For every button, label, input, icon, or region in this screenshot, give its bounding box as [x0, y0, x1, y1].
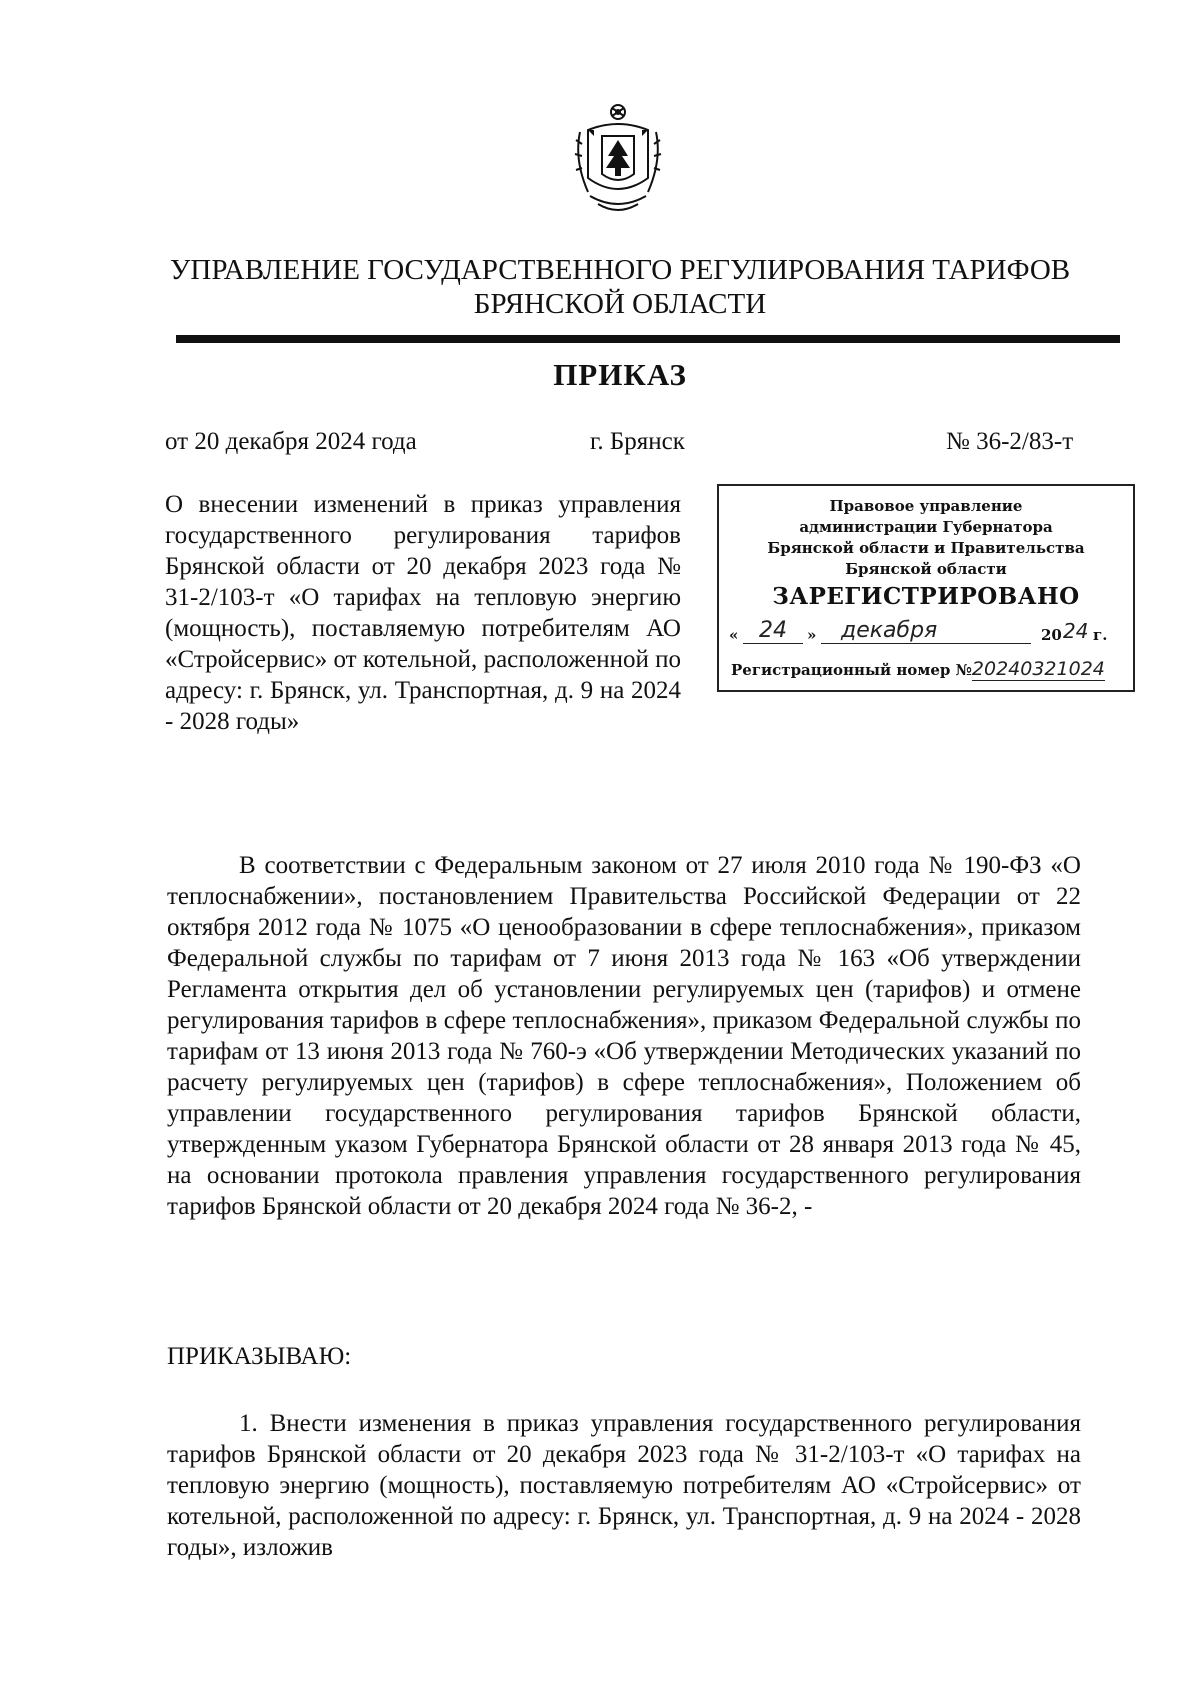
stamp-year-suffix: 24 — [1063, 619, 1089, 643]
organization-header — [150, 253, 1090, 321]
stamp-line4: Брянской области — [845, 560, 1007, 578]
org-name-line2: БРЯНСКОЙ ОБЛАСТИ — [473, 288, 767, 320]
stamp-registration — [731, 658, 1105, 681]
coat-of-arms-emblem — [568, 100, 668, 220]
order-word: ПРИКАЗЫВАЮ: — [167, 1343, 352, 1370]
document-city: г. Брянск — [590, 428, 685, 455]
document-subject: О внесении изменений в приказ управления государственного регулирования тарифов Брянской области от 20 декабря 2023 года № 31-2/103-т «О тарифах на тепловую энергию (мощность), поставляемую потребителям АО «Стройсервис» от котельной, расположенной по адресу: г. Брянск, ул. Транспортная, д. 9 на 2024 - 2028 годы» — [165, 491, 681, 735]
stamp-year-prefix: 20 — [1041, 626, 1062, 644]
org-name-line1: УПРАВЛЕНИЕ ГОСУДАРСТВЕННОГО РЕГУЛИРОВАНИЯ ТАРИФОВ — [169, 254, 1071, 286]
registration-stamp — [717, 484, 1135, 692]
stamp-day: 24 — [743, 618, 803, 644]
document-type-title: ПРИКАЗ — [553, 357, 687, 392]
stamp-line1: Правовое управление — [829, 497, 1023, 515]
order-item-1: 1. Внести изменения в приказ управления государственного регулирования тарифов Брянской области от 20 декабря 2023 года № 31-2/103-т «О тарифах на тепловую энергию (мощность), поставляемую потребителям АО «Стройсервис» от котельной, расположенной по адресу: г. Брянск, ул. Транспортная, д. 9 на 2024 - 2028 годы», изложив — [167, 1410, 1081, 1561]
stamp-reg-label: Регистрационный номер № — [731, 661, 972, 679]
stamp-line2: администрации Губернатора — [799, 518, 1053, 536]
stamp-line3: Брянской области и Правительства — [767, 539, 1085, 557]
stamp-reg-number: 20240321024 — [971, 658, 1105, 680]
document-date: от 20 декабря 2024 года — [165, 428, 417, 455]
preamble-paragraph: В соответствии с Федеральным законом от 27 июля 2010 года № 190-ФЗ «О теплоснабжении», постановлением Правительства Российской Федерации от 22 октября 2012 года № 1075 «О ценообразовании в сфере теплоснабжения», приказом Федеральной службы по тарифам от 7 июня 2013 года № 163 «Об утверждении Регламента открытия дел об установлении регулируемых цен (тарифов) и отмене регулирования тарифов в сфере теплоснабжения», приказом Федеральной службы по тарифам от 13 июня 2013 года № 760-э «Об утверждении Методических указаний по расчету регулируемых цен (тарифов) в сфере теплоснабжения», Положением об управлении государственного регулирования тарифов Брянской области, утвержденным указом Губернатора Брянской области от 28 января 2013 года № 45, на основании протокола правления управления государственного регулирования тарифов Брянской области от 20 декабря 2024 года № 36-2, - — [167, 852, 1081, 1220]
stamp-year-end: г. — [1093, 626, 1108, 644]
stamp-date: « 24 » декабря 20 24 г. — [729, 618, 1108, 644]
stamp-month: декабря — [821, 618, 1031, 644]
document-number: № 36-2/83-т — [946, 428, 1074, 455]
header-divider — [176, 335, 1120, 343]
stamp-status: ЗАРЕГИСТРИРОВАНО — [772, 583, 1080, 610]
